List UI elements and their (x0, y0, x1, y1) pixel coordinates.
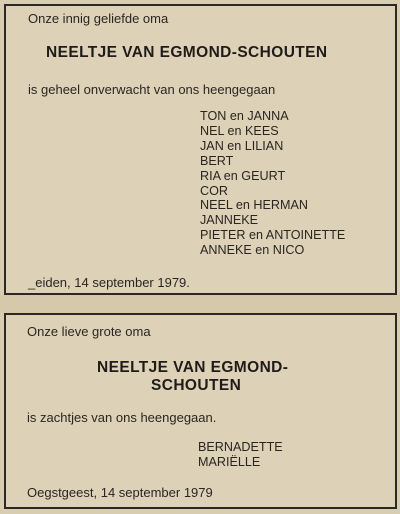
notice-1-opening: Onze innig geliefde oma (28, 11, 169, 26)
page-gap (0, 295, 400, 313)
notice-1-name: NEELTJE VAN EGMOND-SCHOUTEN (46, 44, 328, 61)
notice-1-signatories (200, 109, 345, 258)
signatory: TON en JANNA (200, 109, 289, 123)
signatory: RIA en GEURT (200, 168, 286, 183)
notice-2-name-line-1: NEELTJE VAN EGMOND- (97, 359, 289, 376)
signatory: BERNADETTE (198, 440, 283, 454)
signatory: BERT (200, 153, 234, 168)
notice-2-opening: Onze lieve grote oma (27, 324, 151, 339)
signatory: COR (200, 183, 228, 198)
notice-2-name-line-2: SCHOUTEN (151, 377, 242, 394)
signatory: MARIËLLE (198, 454, 261, 469)
signatory: JAN en LILIAN (200, 138, 284, 153)
signatory: NEL en KEES (200, 123, 279, 138)
notice-2-statement: is zachtjes van ons heengegaan. (27, 410, 217, 425)
signatory: ANNEKE en NICO (200, 243, 305, 258)
notice-2-signatories (198, 440, 283, 470)
death-notice-2 (4, 313, 397, 509)
signatory: JANNEKE (200, 213, 259, 228)
death-notice-1 (4, 4, 397, 295)
notice-1-place-date: _eiden, 14 september 1979. (28, 275, 190, 290)
signatory: PIETER en ANTOINETTE (200, 228, 346, 243)
signatory: NEEL en HERMAN (200, 198, 309, 213)
notice-2-place-date: Oegstgeest, 14 september 1979 (27, 485, 213, 500)
notice-1-statement: is geheel onverwacht van ons heengegaan (28, 82, 276, 97)
